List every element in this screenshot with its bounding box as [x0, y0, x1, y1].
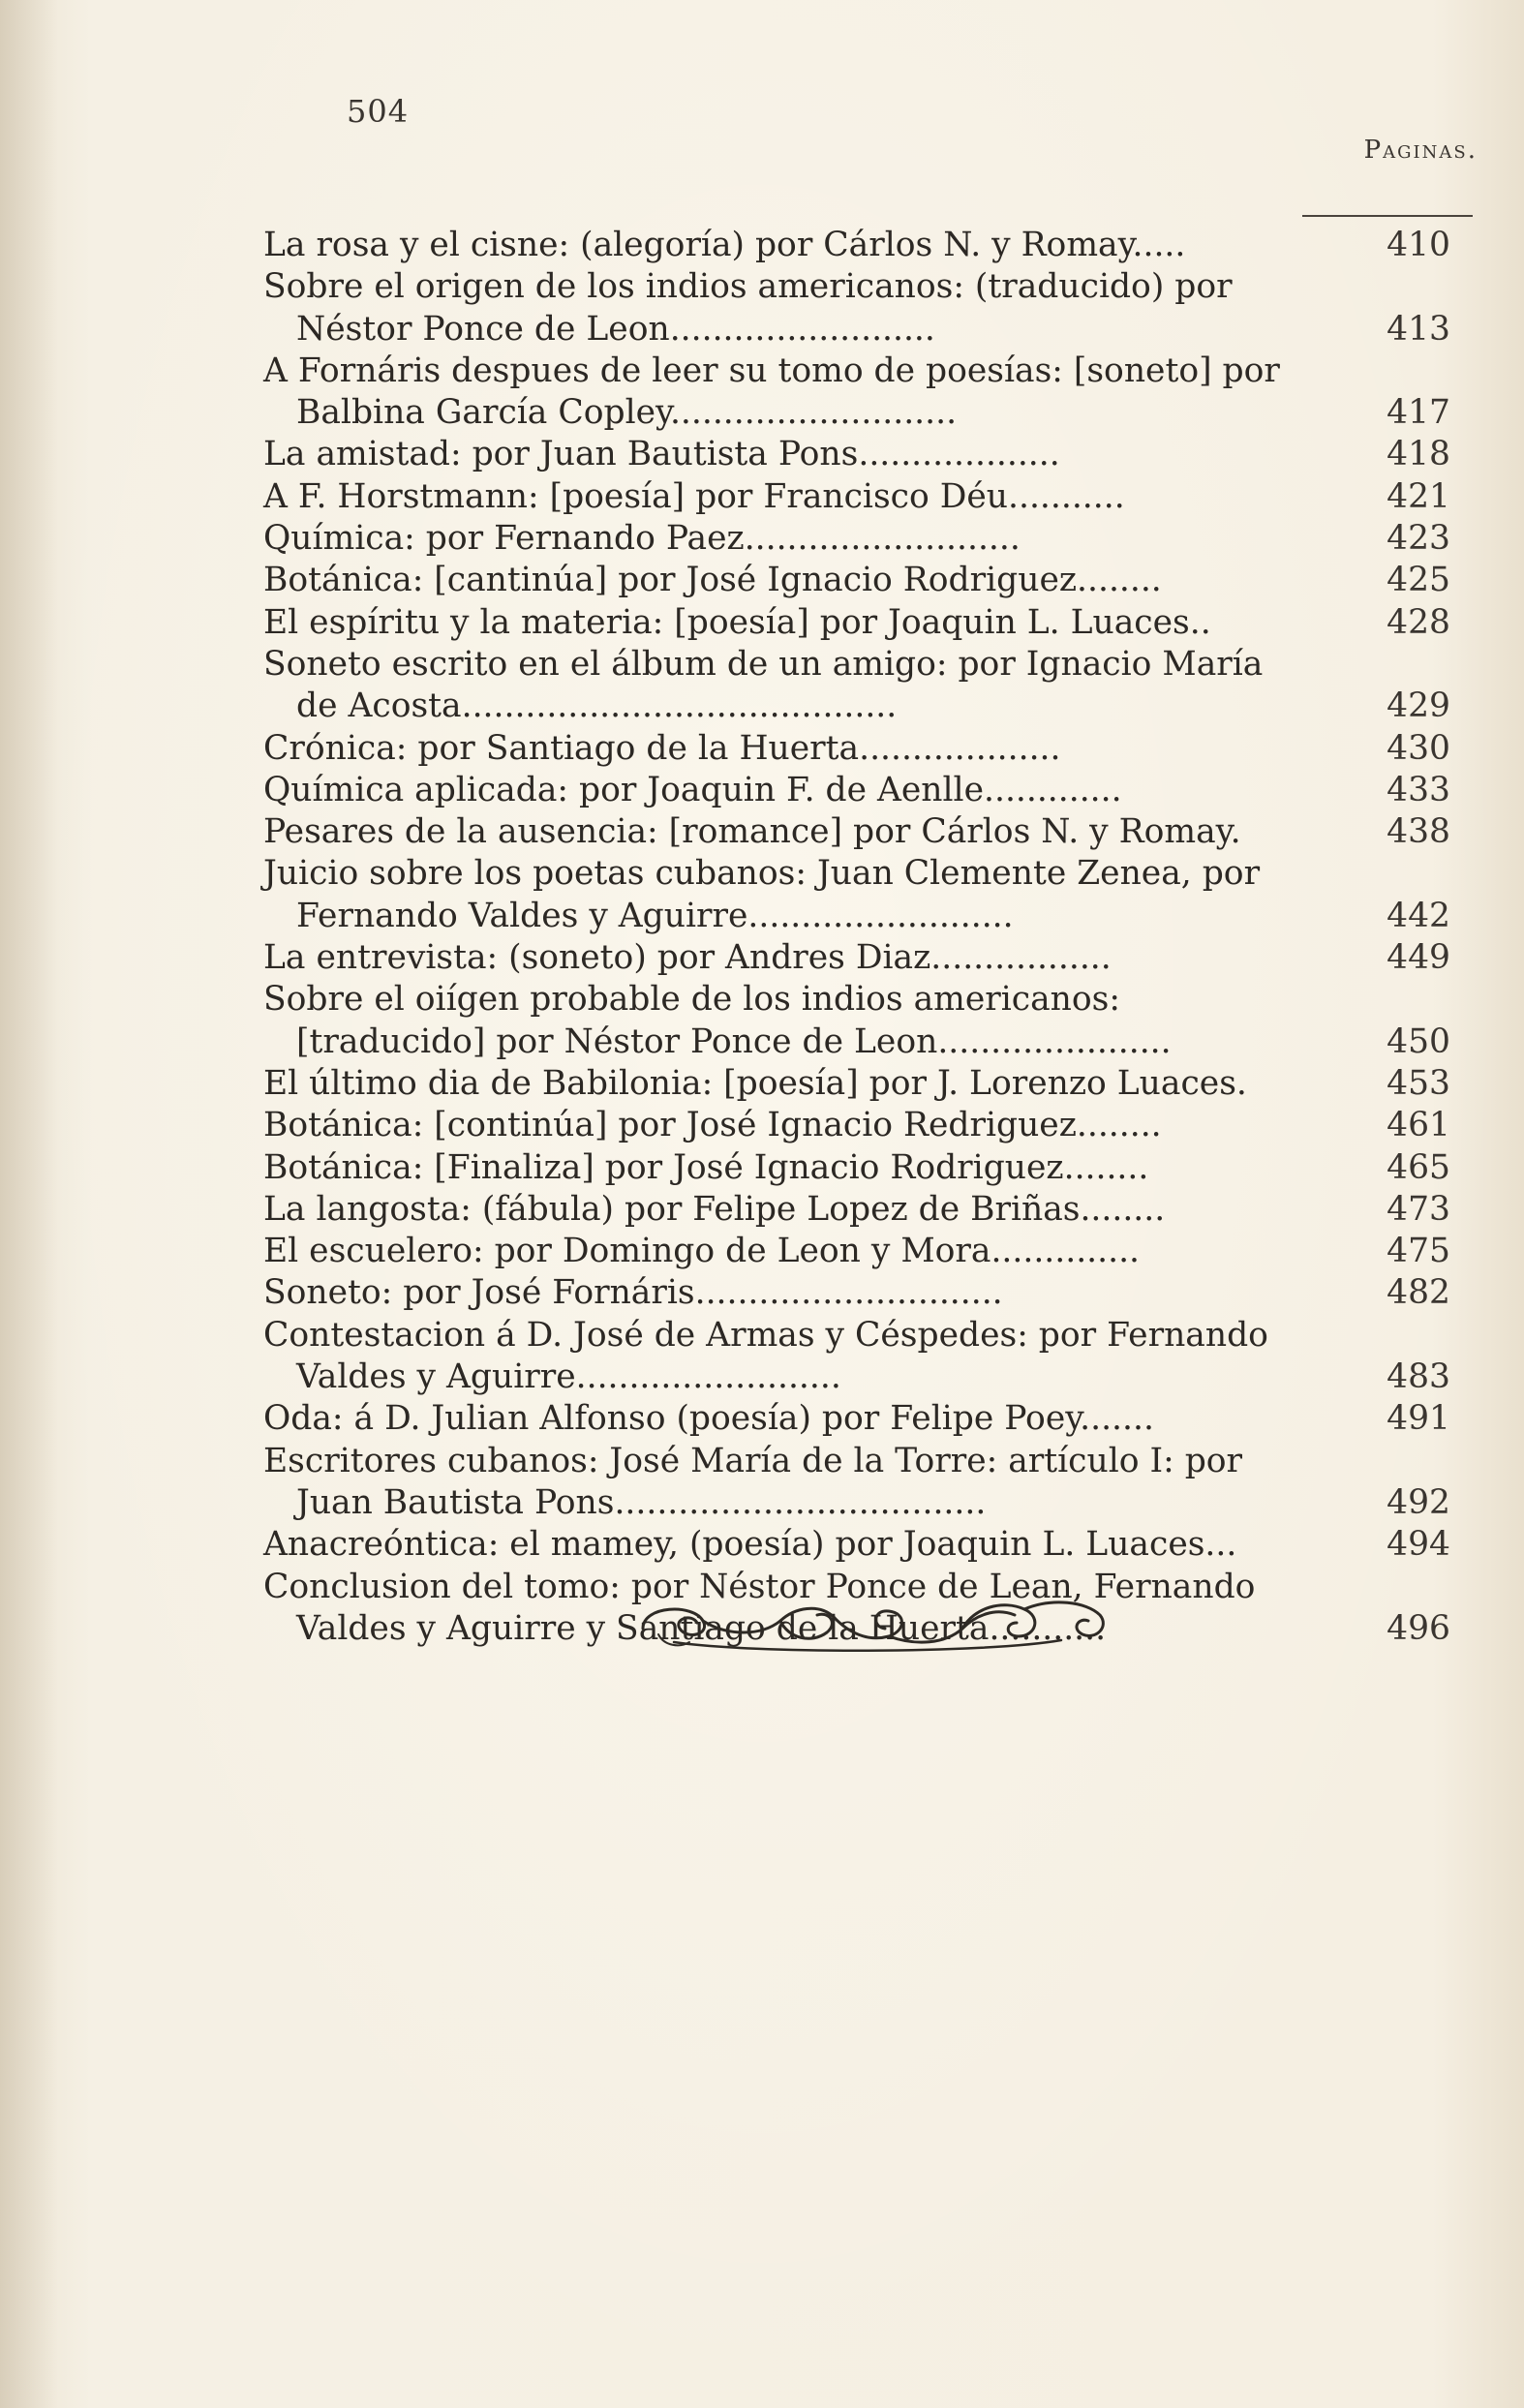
toc-entry [263, 1231, 1450, 1272]
toc-entry [263, 770, 1450, 811]
toc-entry-page-number: 473 [1387, 1189, 1450, 1229]
toc-entry-page-number: 483 [1387, 1357, 1450, 1397]
toc-entry [263, 225, 1450, 266]
toc-entry-title: El último dia de Babilonia: [poesía] por J. Lorenzo Luaces. [263, 1063, 1247, 1103]
toc-entry [263, 728, 1450, 770]
toc-entry-page-number: 496 [1387, 1608, 1450, 1648]
decorative-flourish-icon [635, 1586, 1112, 1660]
toc-entry-title: Botánica: [continúa] por José Ignacio Redriguez........ [263, 1106, 1162, 1145]
toc-entry-title: A F. Horstmann: [poesía] por Francisco Déu........... [263, 476, 1125, 516]
toc-entry-title: Botánica: [cantinúa] por José Ignacio Rodriguez........ [263, 561, 1162, 600]
toc-entry-page-number: 413 [1387, 309, 1450, 349]
toc-entry [263, 518, 1450, 560]
toc-entry-page-number: 425 [1387, 561, 1450, 600]
toc-entry-title: La amistad: por Juan Bautista Pons................... [263, 435, 1060, 474]
toc-entry [263, 560, 1450, 601]
toc-entry-page-number: 475 [1387, 1232, 1450, 1271]
toc-entry-page-number: 410 [1387, 226, 1450, 264]
toc-entry-page-number: 429 [1387, 686, 1450, 726]
toc-entry-title: Botánica: [Finaliza] por José Ignacio Rodriguez........ [263, 1147, 1149, 1187]
toc-entry-page-number: 492 [1387, 1482, 1450, 1522]
toc-entry-page-number: 494 [1387, 1525, 1450, 1565]
toc-entry-title: El espíritu y la materia: [poesía] por Joaquin L. Luaces.. [263, 602, 1211, 642]
toc-entry-page-number: 428 [1387, 602, 1450, 642]
toc-entry-page-number: 430 [1387, 728, 1450, 768]
toc-entry-page-number: 491 [1387, 1399, 1450, 1439]
toc-entry [263, 811, 1450, 853]
toc-entry-page-number: 482 [1387, 1273, 1450, 1313]
toc-entry [263, 1315, 1450, 1399]
toc-entry [263, 602, 1450, 644]
toc-entry-title: Contestacion á D. José de Armas y Céspedes: por Fernando Valdes y Aguirre......................... [263, 1315, 1268, 1397]
toc-entry-page-number: 453 [1387, 1063, 1450, 1103]
toc-entry-title: Juicio sobre los poetas cubanos: Juan Clemente Zenea, por Fernando Valdes y Aguirre......................... [263, 854, 1261, 935]
toc-entry-title: Conclusion del tomo: por Néstor Ponce de Lean, Fernando Valdes y Aguirre y Santiago de la Huerta........... [263, 1567, 1256, 1648]
toc-entry [263, 1398, 1450, 1440]
toc-entry [263, 1063, 1450, 1105]
toc-entry-title: Soneto: por José Fornáris............................. [263, 1273, 1003, 1313]
toc-entry-page-number: 438 [1387, 812, 1450, 852]
toc-entry-title: Sobre el origen de los indios americanos: (traducido) por Néstor Ponce de Leon......................... [263, 267, 1233, 349]
toc-entry-page-number: 465 [1387, 1147, 1450, 1187]
toc-entry-title: Anacreóntica: el mamey, (poesía) por Joaquin L. Luaces... [263, 1525, 1237, 1565]
toc-entry-page-number: 417 [1387, 393, 1450, 433]
toc-entry [263, 266, 1450, 351]
toc-entry-page-number: 423 [1387, 519, 1450, 559]
toc-entry-page-number: 461 [1387, 1106, 1450, 1145]
toc-entry [263, 853, 1450, 937]
toc-entry-page-number: 449 [1387, 938, 1450, 978]
toc-entry [263, 434, 1450, 475]
toc-entry-page-number: 421 [1387, 476, 1450, 516]
toc-entry [263, 476, 1450, 518]
toc-entry-title: Oda: á D. Julian Alfonso (poesía) por Felipe Poey....... [263, 1399, 1154, 1439]
header-rule [1302, 215, 1473, 217]
toc-entry [263, 1147, 1450, 1189]
toc-entry-title: El escuelero: por Domingo de Leon y Mora.............. [263, 1232, 1141, 1271]
toc-entry-title: Soneto escrito en el álbum de un amigo: por Ignacio María de Acosta......................................... [263, 644, 1264, 726]
toc-entry-title: A Fornáris despues de leer su tomo de poesías: [soneto] por Balbina García Copley........................... [263, 351, 1280, 433]
toc-entry [263, 1524, 1450, 1566]
page-column-header: Paginas. [1363, 136, 1478, 165]
toc-entry-title: La langosta: (fábula) por Felipe Lopez de Briñas........ [263, 1189, 1166, 1229]
binding-shadow [0, 0, 58, 2408]
toc-entry [263, 979, 1450, 1063]
toc-entry [263, 1105, 1450, 1146]
toc-entry-title: Sobre el oiígen probable de los indios americanos: [traducido] por Néstor Ponce de Leon...................... [263, 980, 1172, 1061]
toc-entry-title: La rosa y el cisne: (alegoría) por Cárlos N. y Romay..... [263, 226, 1186, 264]
table-of-contents [263, 225, 1450, 1650]
toc-entry [263, 644, 1450, 728]
toc-entry [263, 937, 1450, 979]
toc-entry [263, 1441, 1450, 1525]
toc-entry-title: Química: por Fernando Paez.......................... [263, 519, 1021, 559]
toc-entry-title: La entrevista: (soneto) por Andres Diaz................. [263, 938, 1112, 978]
toc-entry-page-number: 442 [1387, 896, 1450, 935]
toc-entry-title: Química aplicada: por Joaquin F. de Aenlle............. [263, 770, 1122, 809]
page-number: 504 [347, 93, 410, 130]
toc-entry [263, 1272, 1450, 1314]
toc-entry-title: Crónica: por Santiago de la Huerta................... [263, 728, 1061, 768]
toc-entry-page-number: 450 [1387, 1021, 1450, 1061]
toc-entry-title: Escritores cubanos: José María de la Torre: artículo I: por Juan Bautista Pons................................... [263, 1441, 1243, 1522]
toc-entry [263, 1189, 1450, 1231]
toc-entry-page-number: 433 [1387, 770, 1450, 809]
toc-entry-title: Pesares de la ausencia: [romance] por Cárlos N. y Romay. [263, 812, 1241, 852]
toc-entry [263, 351, 1450, 435]
toc-entry-page-number: 418 [1387, 435, 1450, 474]
